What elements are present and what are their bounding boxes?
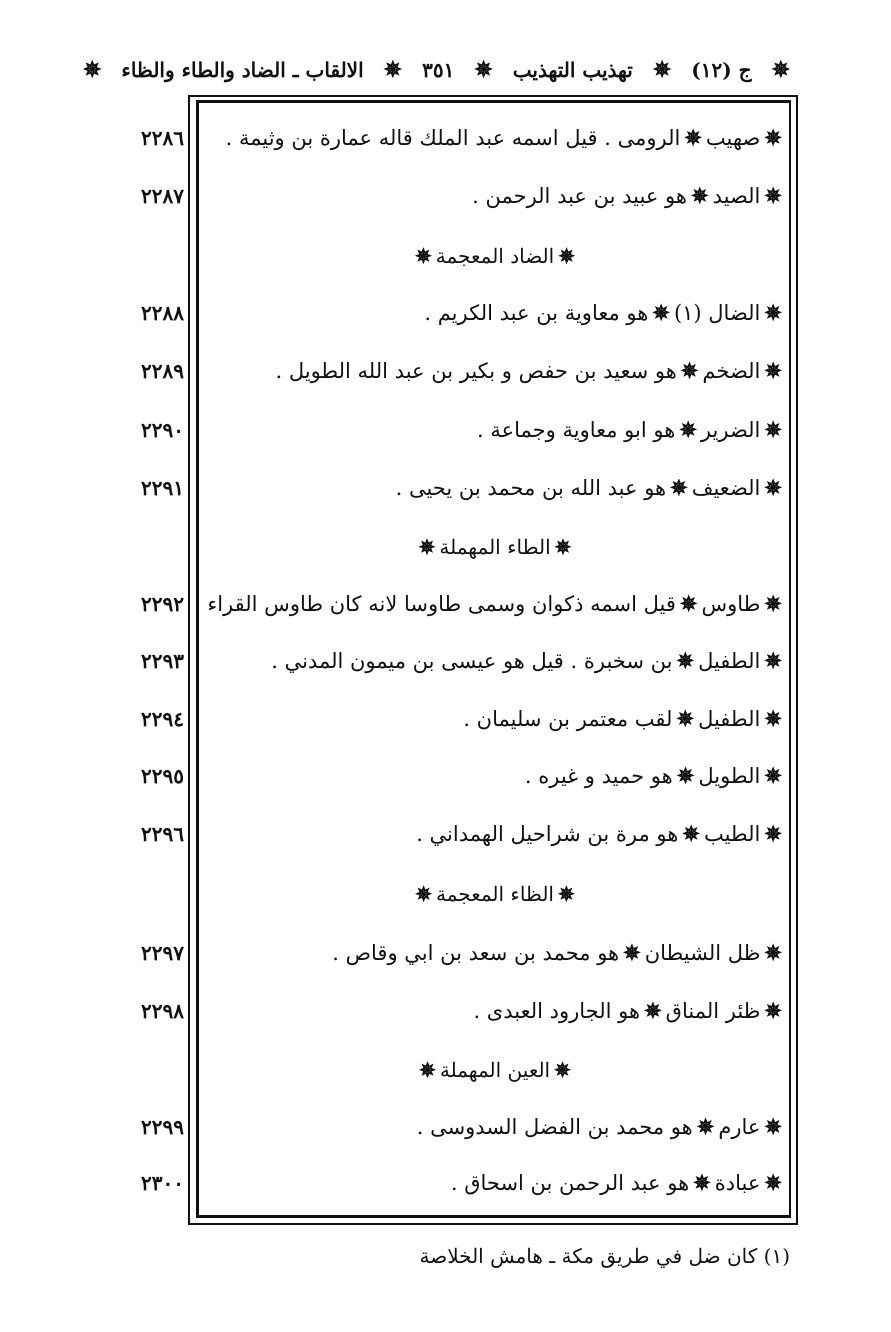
- entry-number: ٢٢٩٧: [141, 941, 184, 965]
- entry-number: ٢٣٠٠: [141, 1171, 184, 1195]
- page-header: [82, 48, 794, 92]
- entry-row: [0, 1107, 891, 1147]
- entry-row: [0, 641, 891, 681]
- entry-row: [0, 584, 891, 624]
- ornament-star-icon: ✵: [690, 183, 709, 208]
- ornament-star-icon: ✵: [764, 183, 782, 208]
- entry-description: لقب معتمر بن سليمان .: [463, 707, 673, 731]
- entry-name: الضخم: [702, 359, 761, 383]
- ornament-star-icon: ✵: [474, 57, 493, 83]
- entry-row: [0, 756, 891, 796]
- entry-name: الصيد: [712, 184, 761, 208]
- entry-text: [216, 699, 786, 739]
- entry-name: طاوس: [701, 592, 761, 616]
- entry-number: ٢٢٨٩: [141, 359, 184, 383]
- ornament-star-icon: ✵: [764, 821, 782, 846]
- header-section-title: الالقاب ـ الضاد والطاء والظاء: [121, 58, 364, 82]
- entry-text: [216, 351, 786, 391]
- entry-description: هو حميد و غيره .: [524, 764, 673, 788]
- entry-text: [216, 176, 786, 216]
- section-heading: [200, 874, 790, 914]
- entry-row: [0, 991, 891, 1031]
- entry-name: الضال (١): [673, 301, 761, 325]
- entry-name: الطويل: [698, 764, 761, 788]
- entry-name: صهيب: [705, 126, 761, 150]
- entry-name: الضعيف: [691, 476, 761, 500]
- ornament-star-icon: ✵: [679, 591, 698, 616]
- entry-row: [0, 293, 891, 333]
- ornament-star-icon: ✵: [682, 821, 700, 846]
- ornament-star-icon: ✵: [676, 763, 695, 788]
- entry-text: [216, 991, 786, 1031]
- ornament-star-icon: ✵: [693, 1170, 711, 1195]
- ornament-star-icon: ✵: [696, 1114, 715, 1139]
- section-heading-row: [0, 1050, 891, 1090]
- ornament-star-icon: ✵: [82, 57, 102, 83]
- section-heading: [200, 1050, 790, 1090]
- ornament-star-icon: ✵: [764, 125, 782, 150]
- entry-number: ٢٢٩٨: [141, 999, 184, 1023]
- header-book-title: تهذيب التهذيب: [512, 58, 633, 82]
- entry-number: ٢٢٩٦: [141, 822, 184, 846]
- entry-description: بن سخبرة . قيل هو عيسى بن ميمون المدني .: [271, 649, 673, 673]
- entry-text: [216, 1163, 786, 1203]
- entry-description: الرومى . قيل اسمه عبد الملك قاله عمارة بن وثيمة .: [225, 126, 681, 150]
- entry-description: هو معاوية بن عبد الكريم .: [424, 301, 649, 325]
- ornament-star-icon: ✵: [558, 244, 575, 268]
- ornament-star-icon: ✵: [415, 244, 432, 268]
- entry-description: هو الجارود العبدى .: [473, 999, 641, 1023]
- entry-text: [216, 118, 786, 158]
- ornament-star-icon: ✵: [554, 1058, 571, 1082]
- entry-number: ٢٢٩٩: [141, 1115, 184, 1139]
- ornament-star-icon: ✵: [764, 706, 782, 731]
- ornament-star-icon: ✵: [557, 882, 575, 906]
- entry-description: هو مرة بن شراحيل الهمداني .: [416, 822, 679, 846]
- entry-number: ٢٢٨٨: [141, 301, 184, 325]
- ornament-star-icon: ✵: [644, 998, 662, 1023]
- entry-row: [0, 468, 891, 508]
- section-heading: [200, 527, 790, 567]
- ornament-star-icon: ✵: [554, 535, 572, 559]
- entry-description: قيل اسمه ذكوان وسمى طاوسا لانه كان طاوس القراء .: [194, 592, 676, 616]
- section-heading-row: [0, 874, 891, 914]
- section-heading-row: [0, 527, 891, 567]
- entry-row: [0, 410, 891, 450]
- ornament-star-icon: ✵: [676, 648, 695, 673]
- entry-description: هو عبد الله بن محمد بن يحيى .: [395, 476, 667, 500]
- ornament-star-icon: ✵: [652, 300, 670, 325]
- entry-name: ظل الشيطان: [644, 941, 761, 965]
- ornament-star-icon: ✵: [419, 1058, 436, 1082]
- ornament-star-icon: ✵: [764, 475, 782, 500]
- entry-row: [0, 699, 891, 739]
- entry-text: [216, 468, 786, 508]
- section-heading-title: الظاء المعجمة: [436, 882, 554, 906]
- entry-description: هو سعيد بن حفص و بكير بن عبد الله الطويل .: [275, 359, 677, 383]
- ornament-star-icon: ✵: [764, 1114, 782, 1139]
- entry-row: [0, 814, 891, 854]
- entry-name: الطفيل: [698, 649, 761, 673]
- entry-number: ٢٢٨٧: [141, 184, 184, 208]
- section-heading-row: [0, 236, 891, 276]
- ornament-star-icon: ✵: [623, 940, 641, 965]
- entry-row: [0, 351, 891, 391]
- entry-text: [216, 410, 786, 450]
- header-volume: ج (١٢): [691, 58, 752, 82]
- entry-text: [216, 293, 786, 333]
- section-heading: [200, 236, 790, 276]
- ornament-star-icon: ✵: [680, 358, 699, 383]
- entry-text: [194, 584, 786, 624]
- entry-text: [216, 1107, 786, 1147]
- entry-number: ٢٢٩٤: [141, 707, 184, 731]
- ornament-star-icon: ✵: [771, 57, 790, 83]
- section-heading-title: الطاء المهملة: [439, 535, 551, 559]
- ornament-star-icon: ✵: [764, 417, 782, 442]
- section-heading-title: الضاد المعجمة: [435, 244, 555, 268]
- ornament-star-icon: ✵: [418, 535, 436, 559]
- section-heading-title: العين المهملة: [439, 1058, 551, 1082]
- ornament-star-icon: ✵: [684, 125, 702, 150]
- ornament-star-icon: ✵: [764, 1170, 782, 1195]
- entry-text: [216, 756, 786, 796]
- entry-row: [0, 118, 891, 158]
- ornament-star-icon: ✵: [764, 591, 782, 616]
- entry-number: ٢٢٩٠: [141, 418, 184, 442]
- entry-text: [216, 814, 786, 854]
- ornament-star-icon: ✵: [764, 300, 782, 325]
- entry-row: [0, 176, 891, 216]
- entry-number: ٢٢٩٥: [141, 764, 184, 788]
- entry-description: هو عبيد بن عبد الرحمن .: [472, 184, 687, 208]
- entry-name: عارم: [718, 1115, 761, 1139]
- entry-name: الطفيل: [698, 707, 761, 731]
- entry-text: [216, 641, 786, 681]
- entry-text: [216, 933, 786, 973]
- footnote: (١) كان ضل في طريق مكة ـ هامش الخلاصة: [419, 1244, 790, 1268]
- ornament-star-icon: ✵: [383, 57, 403, 83]
- ornament-star-icon: ✵: [415, 882, 433, 906]
- ornament-star-icon: ✵: [764, 648, 782, 673]
- entry-number: ٢٢٩١: [141, 476, 184, 500]
- entry-row: [0, 933, 891, 973]
- ornament-star-icon: ✵: [670, 475, 688, 500]
- entry-description: هو عبد الرحمن بن اسحاق .: [450, 1171, 690, 1195]
- entry-description: هو محمد بن الفضل السدوسى .: [416, 1115, 693, 1139]
- entry-number: ٢٢٩٢: [141, 592, 184, 616]
- ornament-star-icon: ✵: [676, 706, 695, 731]
- ornament-star-icon: ✵: [679, 417, 697, 442]
- ornament-star-icon: ✵: [764, 998, 782, 1023]
- entry-number: ٢٢٨٦: [141, 126, 184, 150]
- header-page-number: ٣٥١: [422, 58, 455, 82]
- entry-number: ٢٢٩٣: [141, 649, 184, 673]
- entry-description: هو محمد بن سعد بن ابي وقاص .: [332, 941, 620, 965]
- entry-name: الطيب: [703, 822, 761, 846]
- entry-name: ظئر المناق: [665, 999, 761, 1023]
- entry-name: عبادة: [714, 1171, 761, 1195]
- ornament-star-icon: ✵: [652, 57, 672, 83]
- ornament-star-icon: ✵: [764, 940, 782, 965]
- entry-name: الضرير: [700, 418, 761, 442]
- entry-row: [0, 1163, 891, 1203]
- ornament-star-icon: ✵: [764, 763, 782, 788]
- ornament-star-icon: ✵: [764, 358, 782, 383]
- entry-description: هو ابو معاوية وجماعة .: [477, 418, 676, 442]
